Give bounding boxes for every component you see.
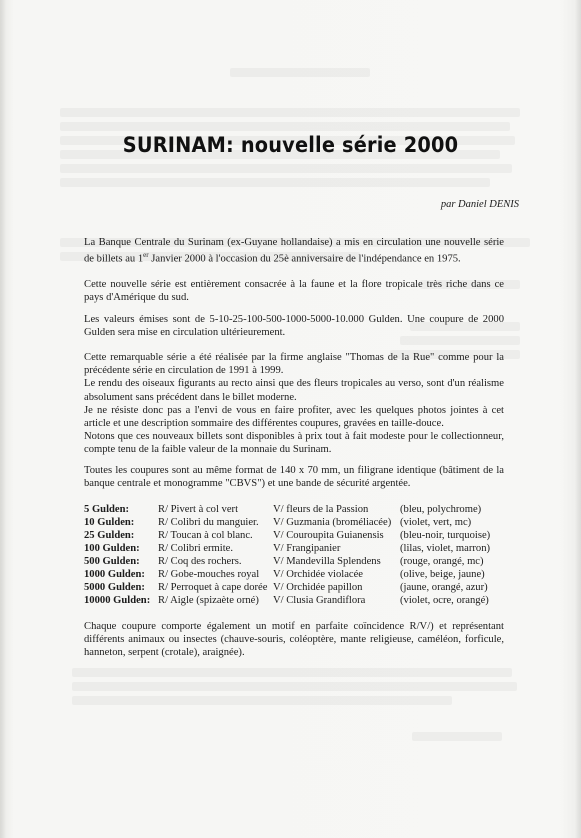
paragraph-text: Cette nouvelle série est entièrement consacrée à la faune et la flore tropicale très riche dans ce pays d'Amérique du sud. <box>84 279 504 304</box>
note-verso: V/ Guzmania (broméliacée) <box>273 517 392 528</box>
paragraph-text: Chaque coupure comporte également un motif en parfaite coïncidence R/V/) et représentant différents animaux ou insectes (chauve-souris, coléoptère, mante religieuse, caméléon, forficule, hanneton, serpent (crotale), araignée). <box>84 621 504 659</box>
note-recto: R/ Colibri du manguier. <box>158 517 259 528</box>
table-row <box>84 516 514 529</box>
table-row <box>84 529 514 542</box>
paragraph-text: Cette remarquable série a été réalisée par la firme anglaise "Thomas de la Rue" comme pour la précédente série en circulation de 1991 à 1999. <box>84 352 504 377</box>
paragraph-text: Le rendu des oiseaux figurants au recto ainsi que des fleurs tropicales au verso, sont d'un réalisme absolument sans précédent dans le billet moderne. <box>84 378 504 403</box>
note-value: 25 Gulden: <box>84 530 135 541</box>
paragraph-closing <box>84 620 504 660</box>
paragraph-text: Toutes les coupures sont au même format de 140 x 70 mm, un filigrane identique (bâtiment de la banque centrale et monogramme "CBVS") et une bande de sécurité argentée. <box>84 465 504 490</box>
note-colors: (violet, vert, mc) <box>400 517 472 528</box>
note-recto: R/ Gobe-mouches royal <box>158 569 260 580</box>
table-row <box>84 542 514 555</box>
paragraph-intro <box>84 236 504 266</box>
paragraph-text: Janvier 2000 à l'occasion du 25è anniversaire de l'indépendance en 1975. <box>148 253 461 265</box>
note-verso: V/ Clusia Grandiflora <box>273 595 366 606</box>
note-value: 10 Gulden: <box>84 517 135 528</box>
table-row <box>84 581 514 594</box>
note-recto: R/ Perroquet à cape dorée <box>158 582 268 593</box>
note-colors: (jaune, orangé, azur) <box>400 582 488 593</box>
note-recto: R/ Colibri ermite. <box>158 543 234 554</box>
paragraph-printer <box>84 351 504 457</box>
note-value: 500 Gulden: <box>84 556 140 567</box>
paragraph-text: La Banque Centrale du Surinam (ex-Guyane hollandaise) a mis en circulation une nouvelle série de billets au 1 <box>84 237 504 265</box>
note-value: 100 Gulden: <box>84 543 140 554</box>
table-row <box>84 594 514 607</box>
note-colors: (lilas, violet, marron) <box>400 543 491 554</box>
paragraph-text: Les valeurs émises sont de 5-10-25-100-500-1000-5000-10.000 Gulden. Une coupure de 2000 Gulden sera mise en circulation ultérieurement. <box>84 314 504 339</box>
note-verso: V/ fleurs de la Passion <box>273 504 369 515</box>
note-recto: R/ Toucan à col blanc. <box>158 530 253 541</box>
note-colors: (olive, beige, jaune) <box>400 569 485 580</box>
note-recto: R/ Coq des rochers. <box>158 556 242 567</box>
note-value: 1000 Gulden: <box>84 569 145 580</box>
note-verso: V/ Orchidée violacée <box>273 569 364 580</box>
note-recto: R/ Pivert à col vert <box>158 504 239 515</box>
note-value: 5000 Gulden: <box>84 582 145 593</box>
note-colors: (violet, ocre, orangé) <box>400 595 489 606</box>
paragraph-format <box>84 464 504 490</box>
note-verso: V/ Mandevilla Splendens <box>273 556 381 567</box>
note-value: 10000 Gulden: <box>84 595 151 606</box>
page-edge-shadow <box>0 0 6 838</box>
note-value: 5 Gulden: <box>84 504 130 515</box>
note-colors: (bleu, polychrome) <box>400 504 482 515</box>
note-verso: V/ Frangipanier <box>273 543 341 554</box>
note-colors: (rouge, orangé, mc) <box>400 556 484 567</box>
note-verso: V/ Couroupita Guianensis <box>273 530 384 541</box>
superscript: er <box>143 251 149 260</box>
note-verso: V/ Orchidée papillon <box>273 582 363 593</box>
denominations-table <box>84 503 514 607</box>
table-row <box>84 503 514 516</box>
paragraph-values <box>84 313 504 339</box>
paragraph-text: Notons que ces nouveaux billets sont disponibles à prix tout à fait modeste pour le collectionneur, compte tenu de la faible valeur de la monnaie du Surinam. <box>84 431 504 456</box>
page-edge-shadow <box>575 0 581 838</box>
paragraph-text: Je ne résiste donc pas a l'envi de vous en faire profiter, avec les quelques photos jointes à cet article et une description sommaire des différentes coupures, gravées en taille-douce. <box>84 404 504 430</box>
article-title: SURINAM: nouvelle série 2000 <box>122 133 459 157</box>
note-colors: (bleu-noir, turquoise) <box>400 530 491 541</box>
article-author: par Daniel DENIS <box>440 199 519 210</box>
table-row <box>84 555 514 568</box>
table-row <box>84 568 514 581</box>
note-recto: R/ Aigle (spizaète orné) <box>158 595 259 606</box>
paragraph-fauna-flora <box>84 278 504 304</box>
